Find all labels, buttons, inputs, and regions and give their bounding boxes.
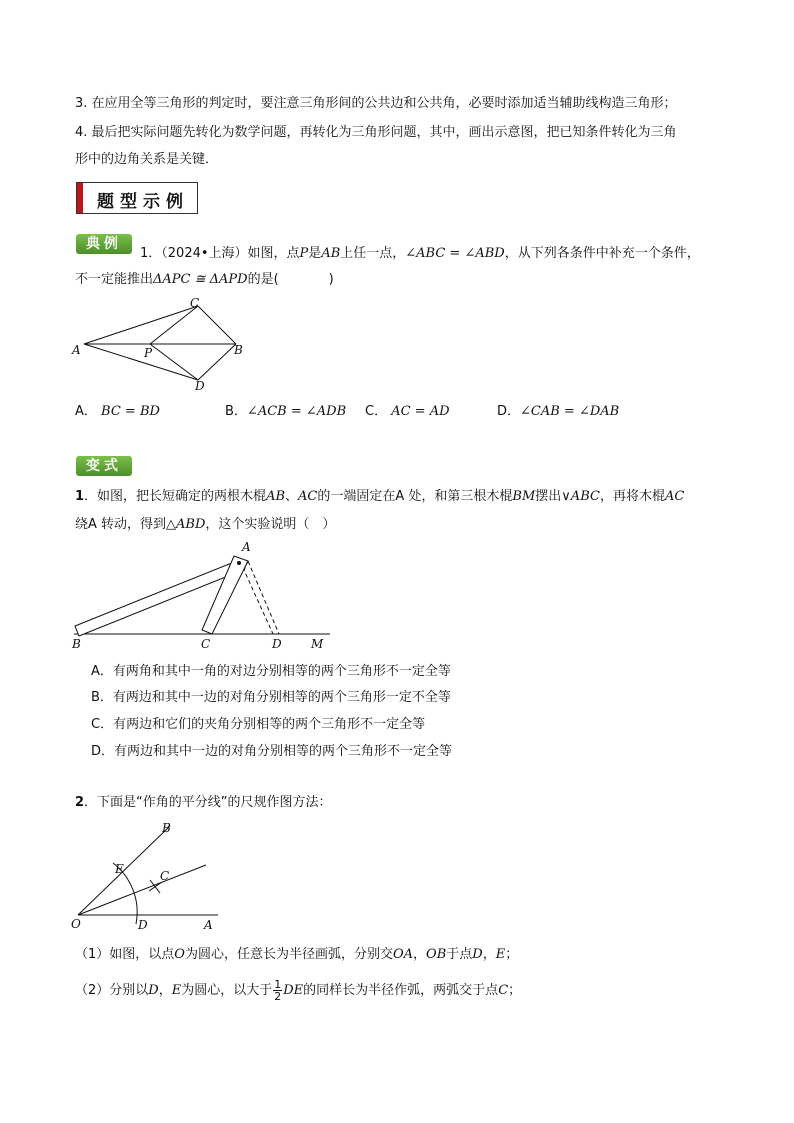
example-number: 1． <box>140 246 162 261</box>
variant-q1-option-c[interactable]: C．有两边和它们的夹角分别相等的两个三角形不一定全等 <box>91 717 426 732</box>
math: C <box>498 983 509 998</box>
sticks-figure <box>68 538 338 652</box>
text-seg: 的是( <box>247 272 279 287</box>
segment-pd <box>150 344 198 380</box>
variant-tag: 变式 <box>76 456 132 476</box>
stick-ad-dashed <box>244 561 279 634</box>
step-2 <box>75 978 521 1004</box>
ray-ob <box>78 826 170 915</box>
label-c: C <box>190 296 200 310</box>
label-a: A <box>72 343 81 357</box>
text-seg: ) <box>328 272 334 287</box>
math: O <box>174 947 185 962</box>
ray-oc <box>78 865 206 915</box>
label-c: C <box>160 869 170 883</box>
math: DE <box>283 983 304 998</box>
label-p: P <box>144 346 153 360</box>
example-tag: 典例 <box>76 234 132 254</box>
tip-4-line2: 形中的边角关系是关键． <box>75 152 219 167</box>
label-o: O <box>71 917 81 931</box>
text-seg: 为圆心，以大于 <box>181 983 273 998</box>
option-text: ∠CAB = ∠DAB <box>520 404 620 419</box>
text-seg: ，再将木棍 <box>599 489 665 504</box>
label-d: D <box>272 637 282 651</box>
question-number: 2 <box>75 795 85 810</box>
option-letter: C． <box>365 404 388 419</box>
text-seg: ，这个实验说明（ ） <box>205 517 336 532</box>
label-a: A <box>204 918 213 932</box>
variant-q1-option-a[interactable]: A．有两角和其中一角的对边分别相等的两个三角形不一定全等 <box>91 664 451 679</box>
text-seg: ， <box>158 983 172 998</box>
math: AC <box>664 489 685 504</box>
label-b: B <box>72 637 81 651</box>
bisector-figure <box>68 818 228 934</box>
text-seg: ， <box>413 947 427 962</box>
segment-cb <box>198 306 236 344</box>
variant-q2-intro <box>75 794 332 812</box>
label-b: B <box>162 821 171 835</box>
label-d: D <box>138 918 148 932</box>
segment-db <box>198 344 236 380</box>
math: △ABD <box>166 517 206 532</box>
text-seg: 上任一点， <box>340 246 406 261</box>
segment-pc <box>150 306 198 344</box>
fraction-numerator: 1 <box>274 978 282 991</box>
math: E <box>495 947 506 962</box>
text-seg: 摆出 <box>535 489 562 504</box>
text-seg: ， <box>482 947 496 962</box>
question-number: 1 <box>75 489 85 504</box>
section-banner <box>76 182 198 214</box>
label-a: A <box>242 540 251 554</box>
fraction-denominator: 2 <box>274 990 282 1003</box>
option-letter: D． <box>497 404 521 419</box>
option-text: BC = BD <box>101 404 160 419</box>
option-letter: A． <box>75 404 97 419</box>
example-source: （2024•上海）如图，点 <box>161 246 300 261</box>
banner-accent-bar <box>77 183 83 213</box>
text-seg: 的一端固定在A 处，和第三根木棍 <box>317 489 513 504</box>
segment-ac <box>84 306 198 344</box>
text-seg: ； <box>505 947 519 962</box>
variant-q1-line1 <box>75 488 684 506</box>
option-text: AC = AD <box>391 404 450 419</box>
label-e: E <box>115 862 124 876</box>
math: E <box>171 983 182 998</box>
math: ∨ABC <box>561 489 600 504</box>
point-p: P <box>299 246 309 261</box>
example-option-a[interactable] <box>75 400 160 419</box>
segment-ab: AB <box>321 246 341 261</box>
text-seg: ，从下列各条件中补充一个条件， <box>504 246 700 261</box>
math: D <box>472 947 483 962</box>
text-seg: ； <box>508 983 522 998</box>
label-b: B <box>234 343 243 357</box>
text-seg: 的同样长为半径作弧，两弧交于点 <box>303 983 499 998</box>
example-figure <box>70 296 260 396</box>
variant-q1-line2 <box>75 516 335 534</box>
angle-condition: ∠ABC = ∠ABD <box>405 246 505 261</box>
text-seg: （1）如图，以点 <box>75 947 175 962</box>
text-seg: （2）分别以 <box>75 983 149 998</box>
example-question-line2 <box>75 271 334 289</box>
text-seg: 于点 <box>446 947 473 962</box>
option-text: ∠ACB = ∠ADB <box>246 404 347 419</box>
text-seg: 不一定能推出 <box>75 272 154 287</box>
fraction-one-half <box>273 979 282 1002</box>
example-option-c[interactable] <box>365 400 450 419</box>
math: BM <box>512 489 536 504</box>
example-option-b[interactable] <box>225 400 346 419</box>
variant-q1-option-b[interactable]: B．有两边和其中一边的对角分别相等的两个三角形一定不全等 <box>91 690 451 705</box>
banner-title: 题型示例 <box>97 192 189 212</box>
math: OA <box>392 947 414 962</box>
text-seg: 绕A 转动，得到 <box>75 517 167 532</box>
math: AB <box>266 489 286 504</box>
variant-q1-option-d[interactable]: D．有两边和其中一边的对角分别相等的两个三角形不一定全等 <box>91 744 453 759</box>
text-seg: ．如图，把长短确定的两根木棍 <box>84 489 267 504</box>
label-d: D <box>195 379 205 393</box>
example-question-line1 <box>140 245 700 263</box>
math: D <box>148 983 159 998</box>
text-seg: 是 <box>308 246 322 261</box>
text-seg: ．下面是“作角的平分线”的尺规作图方法： <box>84 795 332 810</box>
option-letter: B． <box>225 404 247 419</box>
label-m: M <box>311 637 324 651</box>
math: AC <box>298 489 318 504</box>
pivot-dot <box>237 561 241 565</box>
congruence-expr: ΔAPC ≅ ΔAPD <box>153 272 248 287</box>
segment-ad <box>84 344 198 380</box>
label-c: C <box>201 637 211 651</box>
step-1 <box>75 946 518 964</box>
tip-4-line1: 4. 最后把实际问题先转化为数学问题，再转化为三角形问题，其中，画出示意图，把已知条件转化为三角 <box>75 125 677 140</box>
tip-3: 3. 在应用全等三角形的判定时，要注意三角形间的公共边和公共角，必要时添加适当辅助线构造三角形； <box>75 96 677 111</box>
math: OB <box>426 947 447 962</box>
text-seg: 为圆心，任意长为半径画弧，分别交 <box>184 947 393 962</box>
example-option-d[interactable] <box>497 400 619 419</box>
text-seg: 、 <box>285 489 299 504</box>
